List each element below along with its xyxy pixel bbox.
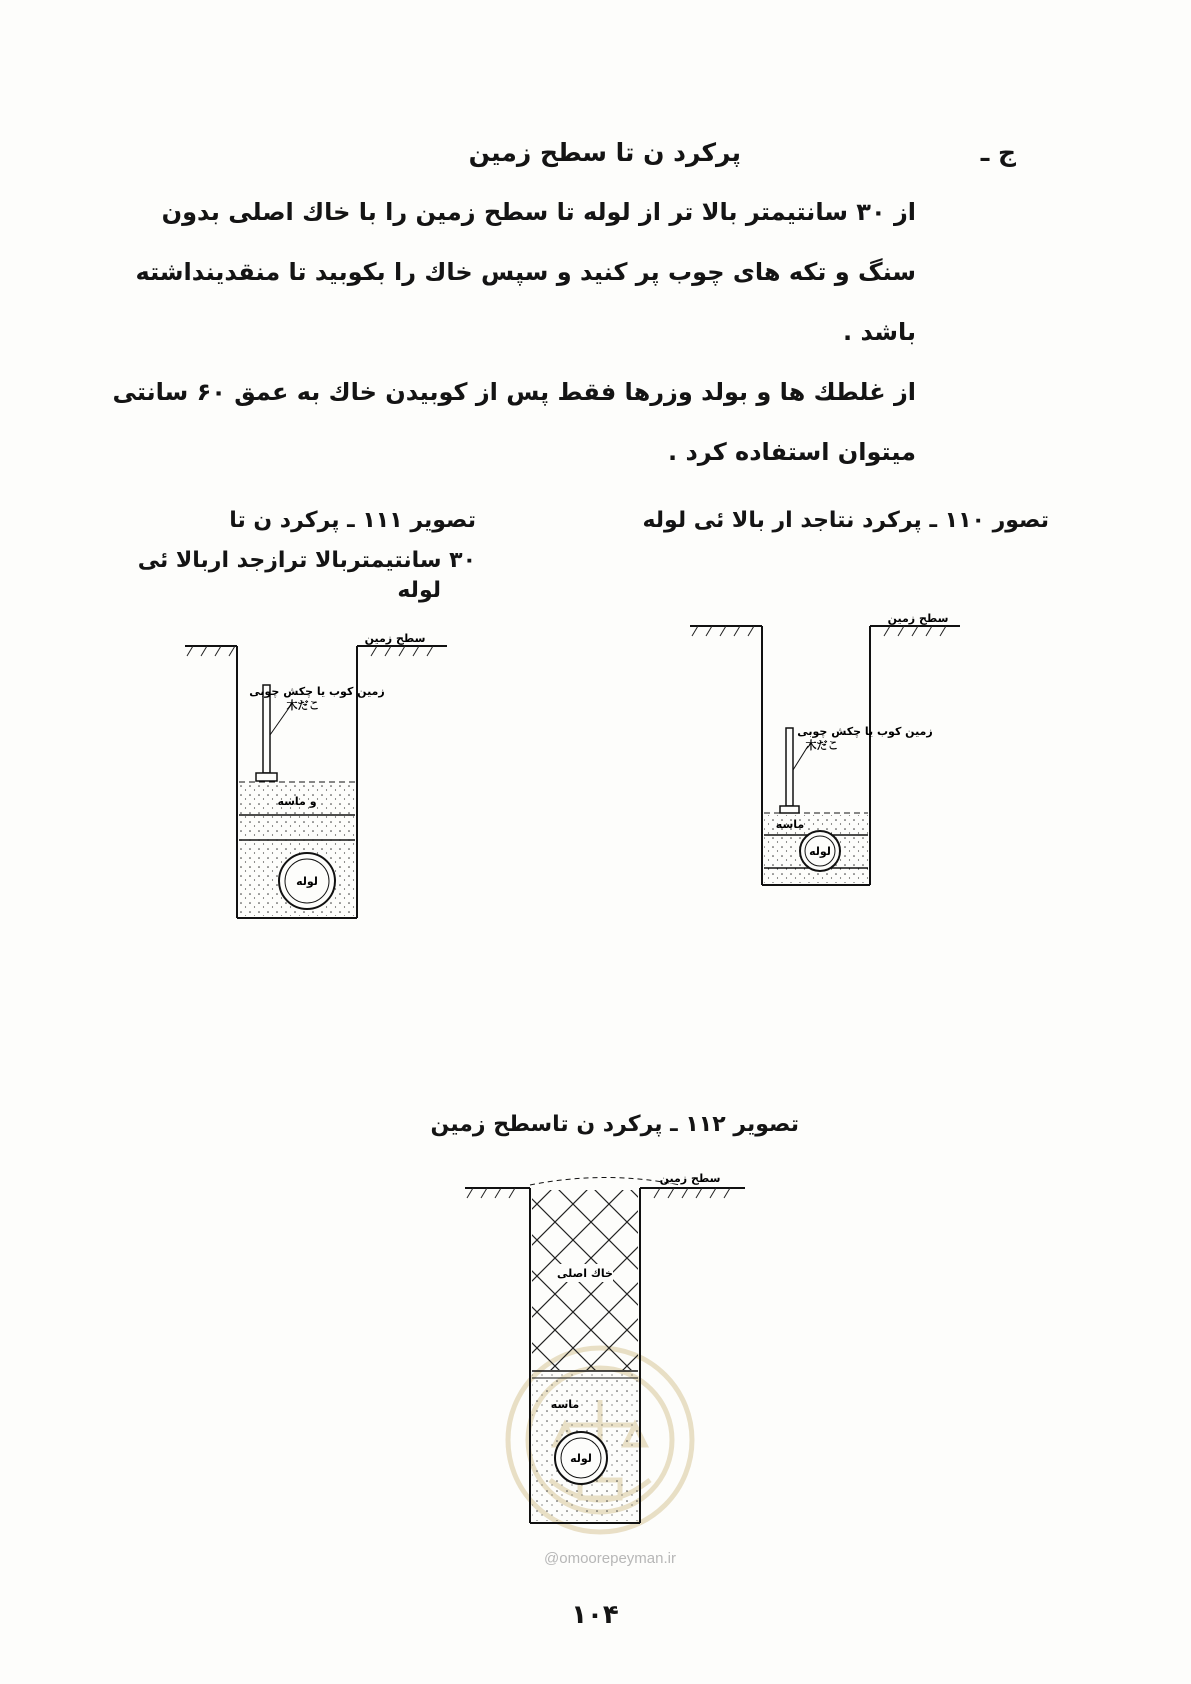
paragraph-line-5: میتوان استفاده کرد . bbox=[668, 438, 916, 466]
figure-111-caption-line-2: ۳۰ سانتیمتربالا ترازجد اربالا ئی bbox=[137, 548, 476, 573]
figure-110-diagram bbox=[690, 610, 970, 910]
figure-110-pipe-label: لوله bbox=[809, 845, 831, 858]
figure-111-sand-label: و ماسه bbox=[277, 795, 317, 808]
paragraph-line-3: باشد . bbox=[843, 318, 916, 346]
figure-110-tamper-jp-label: 木だこ bbox=[805, 739, 839, 752]
section-marker: ج ـ bbox=[980, 138, 1016, 167]
section-title: پرکرد ن تا سطح زمین bbox=[468, 138, 741, 167]
figure-110-tamper-label: زمین کوب یا چکش چوبی bbox=[797, 725, 933, 738]
figure-111-ground-label: سطح زمین bbox=[364, 632, 426, 645]
figure-112-diagram bbox=[465, 1168, 755, 1533]
figure-110-caption: تصور ۱۱۰ ـ پرکرد نتاجد ار بالا ئی لوله bbox=[642, 508, 1049, 533]
figure-110-sand-label: ماسه bbox=[775, 818, 805, 831]
figure-112-soil-label: خاك اصلی bbox=[557, 1267, 613, 1280]
figure-111-caption-line-1: تصویر ۱۱۱ ـ پرکرد ن تا bbox=[229, 508, 476, 533]
paragraph-line-1: از ۳۰ سانتیمتر بالا تر از لوله تا سطح زمین را با خاك اصلی بدون bbox=[161, 198, 916, 226]
figure-111-tamper-jp-label: 木だこ bbox=[286, 699, 320, 712]
figure-111-caption-line-3: لوله bbox=[397, 578, 441, 603]
paragraph-line-4: از غلطك ها و بولد وزرها فقط پس از کوبیدن خاك به عمق ۶۰ سانتی bbox=[112, 378, 916, 406]
paragraph-line-2: سنگ و تکه های چوب پر کنید و سپس خاك را بکوبید تا منقدینداشته bbox=[135, 258, 916, 286]
figure-111-tamper-label: زمین کوب یا چکش چوبی bbox=[249, 685, 385, 698]
figure-111-diagram bbox=[185, 630, 465, 950]
watermark-text: @omoorepeyman.ir bbox=[544, 1550, 676, 1567]
figure-112-pipe-label: لوله bbox=[570, 1452, 592, 1465]
figure-111-pipe-label: لوله bbox=[296, 875, 318, 888]
figure-112-sand-label: ماسه bbox=[550, 1398, 580, 1411]
figure-112-ground-label: سطح زمین bbox=[659, 1172, 721, 1185]
figure-112-caption: تصویر ۱۱۲ ـ پرکرد ن تاسطح زمین bbox=[430, 1112, 799, 1137]
section-heading bbox=[156, 138, 1016, 178]
page-number: ۱۰۴ bbox=[571, 1600, 619, 1630]
figure-110-ground-label: سطح زمین bbox=[887, 612, 949, 625]
